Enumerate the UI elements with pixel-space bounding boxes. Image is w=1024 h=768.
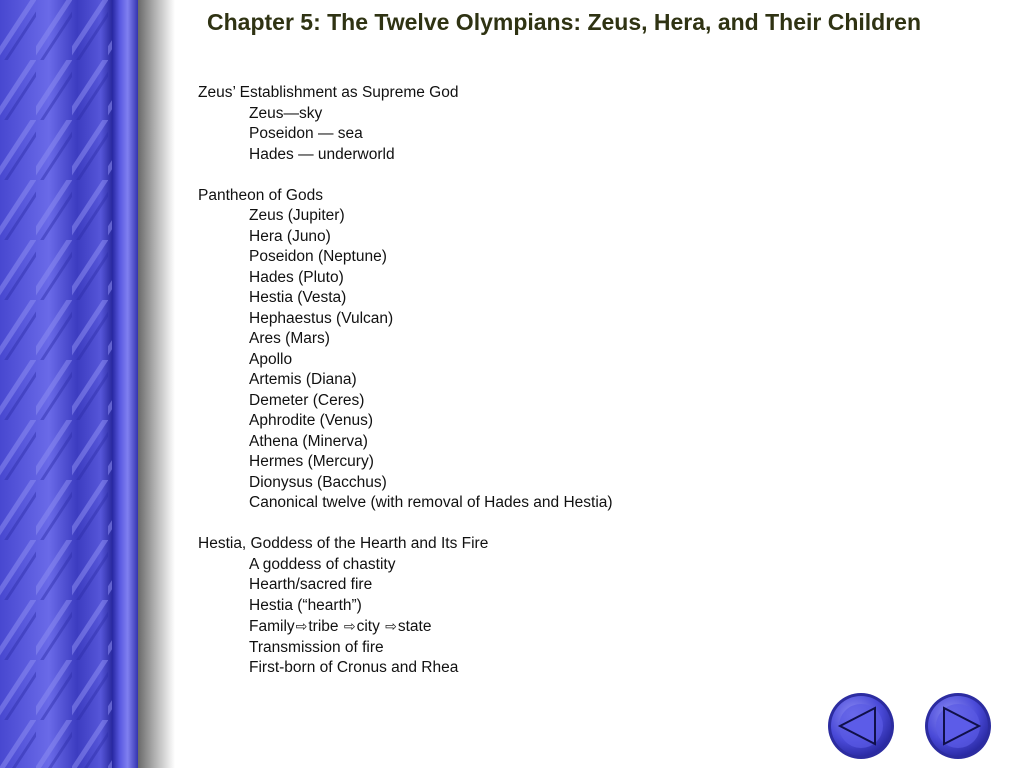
family-chain-step: city bbox=[356, 618, 385, 635]
previous-slide-button[interactable] bbox=[827, 692, 895, 760]
section-pantheon bbox=[198, 186, 998, 514]
section-zeus-establishment bbox=[198, 83, 998, 165]
family-chain-step: state bbox=[397, 618, 432, 635]
family-chain-step: Family bbox=[249, 618, 295, 635]
list-item: Zeus (Jupiter) bbox=[249, 207, 345, 224]
family-chain-item bbox=[249, 616, 998, 638]
list-item: Demeter (Ceres) bbox=[249, 391, 365, 409]
decorative-side-strip bbox=[0, 0, 175, 768]
list-item: Hestia (Vesta) bbox=[249, 289, 347, 306]
left-triangle-icon bbox=[827, 692, 895, 760]
list-item: Ares (Mars) bbox=[249, 330, 330, 347]
list-item: Poseidon — sea bbox=[249, 125, 363, 142]
section-items bbox=[198, 555, 998, 679]
list-item: Hephaestus (Vulcan) bbox=[249, 309, 394, 327]
list-item: Hestia (“hearth”) bbox=[249, 596, 362, 614]
section-heading: Hestia, Goddess of the Hearth and Its Fire bbox=[198, 535, 489, 552]
list-item: Zeus—sky bbox=[249, 104, 323, 122]
section-heading: Zeus’ Establishment as Supreme God bbox=[198, 84, 459, 101]
next-slide-button[interactable] bbox=[924, 692, 992, 760]
list-item: Hermes (Mercury) bbox=[249, 453, 374, 470]
list-item: A goddess of chastity bbox=[249, 555, 396, 573]
outline-right-arrow-icon: ⇨ bbox=[295, 618, 308, 634]
list-item: Dionysus (Bacchus) bbox=[249, 473, 387, 491]
section-items bbox=[198, 104, 998, 166]
side-strip-graphic bbox=[0, 0, 175, 768]
list-item: Hades (Pluto) bbox=[249, 268, 344, 286]
list-item: Hades — underworld bbox=[249, 145, 395, 163]
list-item: Canonical twelve (with removal of Hades and Hestia) bbox=[249, 494, 613, 511]
right-triangle-icon bbox=[924, 692, 992, 760]
outline-right-arrow-icon: ⇨ bbox=[385, 618, 397, 634]
list-item: Aphrodite (Venus) bbox=[249, 412, 374, 429]
family-chain-step: tribe bbox=[308, 618, 343, 635]
outline-right-arrow-icon: ⇨ bbox=[343, 618, 356, 634]
list-item: Transmission of fire bbox=[249, 638, 384, 656]
section-heading: Pantheon of Gods bbox=[198, 186, 323, 204]
list-item: Apollo bbox=[249, 350, 293, 368]
list-item: First-born of Cronus and Rhea bbox=[249, 659, 459, 676]
section-hestia bbox=[198, 534, 998, 679]
section-items bbox=[198, 206, 998, 514]
slide-title: Chapter 5: The Twelve Olympians: Zeus, Hera, and Their Children bbox=[207, 9, 922, 35]
list-item: Athena (Minerva) bbox=[249, 432, 368, 450]
list-item: Artemis (Diana) bbox=[249, 371, 357, 388]
list-item: Poseidon (Neptune) bbox=[249, 248, 387, 265]
list-item: Hera (Juno) bbox=[249, 227, 331, 245]
slide-content bbox=[198, 83, 998, 699]
list-item: Hearth/sacred fire bbox=[249, 576, 373, 593]
